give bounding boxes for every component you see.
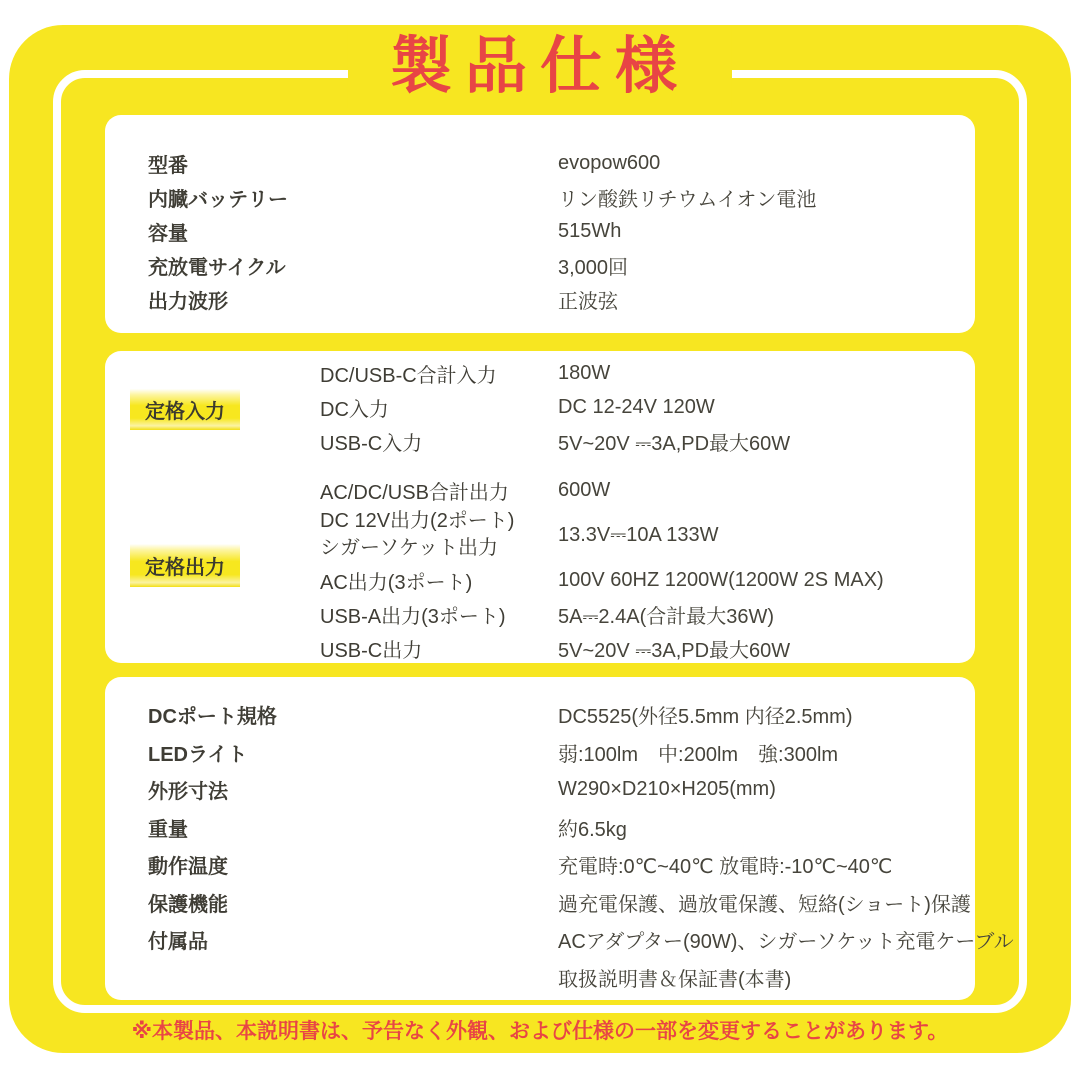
io-value: 600W [558,478,611,501]
io-value: DC 12-24V 120W [558,395,715,418]
rated-io-rows [320,356,965,665]
io-sub-label-stack [320,508,558,562]
spec-row-waveform [148,282,975,316]
spec-value: 過充電保護、過放電保護、短絡(ショート)保護 [558,893,971,916]
io-row-total-output [320,473,965,507]
spec-label: 出力波形 [148,290,228,313]
spec-row-weight [148,809,975,847]
spec-label: DCポート規格 [148,706,277,729]
spec-row-led [148,734,975,772]
io-sub-label: DC入力 [320,398,389,421]
io-sub-label: USB-C入力 [320,432,423,455]
rated-output-badge-label: 定格出力 [145,556,225,579]
spec-value: DC5525(外径5.5mm 内径2.5mm) [558,706,853,729]
io-value: 13.3V⎓10A 133W [558,523,719,546]
spec-row-dc-port [148,696,975,734]
io-value: 180W [558,361,611,384]
spec-row-dimensions [148,771,975,809]
spec-value: 取扱説明書＆保証書(本書) [558,968,792,991]
spec-row-accessories-cont [148,959,975,997]
io-sub-label: USB-C出力 [320,639,423,662]
spec-value: evopow600 [558,151,661,174]
io-row-dc-input [320,390,965,424]
io-sub-label: AC/DC/USB合計出力 [320,481,509,504]
io-sub-label: DC/USB-C合計入力 [320,364,497,387]
rated-output-badge [130,543,240,587]
io-value: 5A⎓2.4A(合計最大36W) [558,605,775,628]
spec-value: 正波弦 [558,290,618,313]
io-row-total-input [320,356,965,390]
spec-label: 外形寸法 [148,781,228,804]
spec-label: 動作温度 [148,856,228,879]
spec-label: 型番 [148,154,188,177]
spec-value: ACアダプター(90W)、シガーソケット充電ケーブル [558,931,1014,954]
io-row-usba-output [320,597,965,631]
io-sub-label: DC 12V出力(2ポート) [320,510,515,532]
io-value: 5V~20V ⎓3A,PD最大60W [558,639,791,662]
spec-label: LEDライト [148,743,248,766]
title-patch [348,26,732,108]
spec-label: 容量 [148,222,188,245]
rated-input-badge [130,388,240,430]
spec-value: 約6.5kg [558,818,627,841]
spec-card-basic [105,115,975,333]
io-sub-label: USB-A出力(3ポート) [320,605,506,628]
io-row-dc12v-cigar-output [320,507,965,563]
io-value: 100V 60HZ 1200W(1200W 2S MAX) [558,568,884,591]
spec-label: 内臓バッテリー [148,188,288,211]
spec-value: 3,000回 [558,256,629,279]
page-title: 製品仕様 [389,32,691,101]
spec-row-temperature [148,846,975,884]
spec-row-model [148,146,975,180]
spec-value: W290×D210×H205(mm) [558,778,776,801]
spec-label: 付属品 [148,931,208,954]
spec-row-capacity [148,214,975,248]
spec-value: 弱:100lm 中:200lm 強:300lm [558,743,839,766]
rated-io-card [105,351,975,663]
spec-value: 515Wh [558,219,622,242]
io-value: 5V~20V ⎓3A,PD最大60W [558,432,791,455]
io-row-usbc-output [320,631,965,665]
spec-card-detail [105,677,1014,1000]
footer-note: ※本製品、本説明書は、予告なく外観、および仕様の一部を変更することがあります。 [131,1020,949,1043]
io-row-usbc-input [320,424,965,458]
io-sub-label: シガーソケット出力 [320,537,498,559]
rated-input-badge-label: 定格入力 [145,400,225,423]
spec-label: 重量 [148,818,188,841]
io-row-ac-output [320,563,965,597]
spec-row-accessories [148,921,1014,959]
spec-value: 充電時:0℃~40℃ 放電時:-10℃~40℃ [558,856,893,879]
io-sub-label: AC出力(3ポート) [320,571,473,594]
spec-label: 保護機能 [148,893,228,916]
spec-row-protection [148,884,975,922]
spec-row-battery [148,180,975,214]
spec-label: 充放電サイクル [148,256,286,279]
spec-value: リン酸鉄リチウムイオン電池 [558,188,817,211]
spec-row-cycles [148,248,975,282]
